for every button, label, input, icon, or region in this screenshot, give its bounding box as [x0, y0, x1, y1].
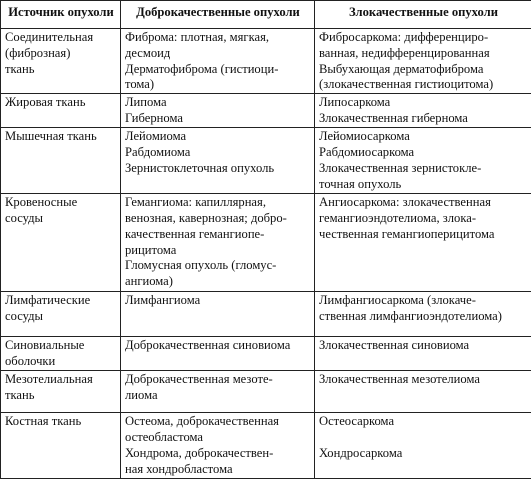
benign-line: Дерматофиброма (гистиоци-	[125, 61, 279, 76]
malignant-cell	[315, 128, 531, 194]
table-row	[1, 371, 531, 413]
header-malignant: Злокачественные опухоли	[315, 1, 531, 29]
source-cell	[1, 94, 121, 128]
source-cell	[1, 128, 121, 194]
table-row	[1, 29, 531, 94]
malignant-line: гемангиоэндотелиома, злока-	[319, 210, 477, 225]
benign-line: лиома	[125, 387, 158, 402]
malignant-cell	[315, 292, 531, 337]
benign-line: Фиброма: плотная, мягкая,	[125, 30, 270, 44]
source-cell	[1, 194, 121, 292]
malignant-line: Остеосаркома	[319, 414, 395, 429]
malignant-line: Злокачественная зернистокле-	[319, 160, 482, 175]
table-row	[1, 337, 531, 371]
benign-cell	[121, 413, 315, 479]
source-line: сосуды	[5, 308, 43, 323]
benign-line: Липома	[125, 95, 167, 110]
source-line: оболочки	[5, 353, 56, 368]
source-line: Костная ткань	[5, 414, 82, 429]
malignant-cell	[315, 337, 531, 371]
malignant-line: Выбухающая дерматофиброма	[319, 61, 484, 76]
source-line: сосуды	[5, 210, 43, 225]
benign-line: венозная, кавернозная; добро-	[125, 210, 287, 225]
malignant-cell	[315, 413, 531, 479]
benign-line: Рабдомиома	[125, 144, 191, 159]
benign-cell	[121, 371, 315, 413]
benign-line: качественная гемангиопе-	[125, 226, 265, 241]
source-line: Мышечная ткань	[5, 129, 97, 144]
benign-line: Хондрома, доброкачествен-	[125, 445, 274, 460]
malignant-cell	[315, 94, 531, 128]
table-row	[1, 292, 531, 337]
header-row	[1, 1, 531, 29]
source-cell	[1, 337, 121, 371]
source-line: ткань	[5, 61, 35, 76]
malignant-line: Лимфангиосаркома (злокаче-	[319, 293, 476, 308]
line-gap	[319, 430, 528, 446]
malignant-line: ванная, недифференцированная	[319, 45, 490, 60]
source-line: (фиброзная)	[5, 45, 71, 60]
source-line: Мезотелиальная	[5, 372, 93, 387]
benign-line: Гибернома	[125, 110, 183, 125]
benign-cell	[121, 94, 315, 128]
source-cell	[1, 371, 121, 413]
malignant-line: Лейомиосаркома	[319, 129, 410, 144]
benign-line: Лимфангиома	[125, 293, 201, 308]
benign-line: Гломусная опухоль (гломус-	[125, 258, 277, 273]
source-line: Лимфатические	[5, 293, 91, 308]
benign-cell	[121, 337, 315, 371]
benign-cell	[121, 128, 315, 194]
benign-line: Гемангиома: капиллярная,	[125, 195, 266, 210]
benign-line: тома)	[125, 77, 155, 92]
table-row	[1, 413, 531, 479]
source-line: Соединительная	[5, 30, 94, 44]
malignant-line: Злокачественная синовиома	[319, 338, 470, 353]
benign-cell	[121, 29, 315, 94]
benign-line: Доброкачественная мезоте-	[125, 372, 273, 387]
malignant-line: Ангиосаркома: злокачественная	[319, 195, 491, 210]
benign-line: рицитома	[125, 242, 177, 257]
malignant-cell	[315, 371, 531, 413]
table-row	[1, 194, 531, 292]
malignant-line: Злокачественная гибернома	[319, 110, 468, 125]
source-cell	[1, 413, 121, 479]
header-source: Источник опухоли	[1, 1, 121, 29]
malignant-line: Фибросаркома: дифференциро-	[319, 30, 489, 44]
benign-line: ная хондробластома	[125, 461, 233, 476]
source-line: Синовиальные	[5, 338, 85, 353]
benign-line: остеобластома	[125, 429, 204, 444]
table-row	[1, 94, 531, 128]
benign-line: Лейомиома	[125, 129, 187, 144]
source-line: Кровеносные	[5, 195, 78, 210]
benign-line: Доброкачественная синовиома	[125, 338, 291, 353]
source-line: Жировая ткань	[5, 95, 86, 110]
malignant-cell	[315, 194, 531, 292]
benign-cell	[121, 194, 315, 292]
benign-line: ангиома)	[125, 274, 173, 289]
benign-line: Остеома, доброкачественная	[125, 414, 279, 429]
malignant-line: точная опухоль	[319, 176, 402, 191]
benign-line: Зернистоклеточная опухоль	[125, 160, 275, 175]
benign-line: десмоид	[125, 45, 171, 60]
malignant-line: Липосаркома	[319, 95, 391, 110]
malignant-cell	[315, 29, 531, 94]
header-benign: Доброкачественные опухоли	[121, 1, 315, 29]
table-row	[1, 128, 531, 194]
malignant-line: Рабдомиосаркома	[319, 144, 415, 159]
malignant-line: чественная гемангиоперицитома	[319, 226, 495, 241]
malignant-line: Хондросаркома	[319, 445, 403, 460]
malignant-line: Злокачественная мезотелиома	[319, 372, 480, 387]
malignant-line: (злокачественная гистиоцитома)	[319, 77, 494, 92]
source-cell	[1, 292, 121, 337]
malignant-line: ственная лимфангиоэндотелиома)	[319, 308, 502, 323]
benign-cell	[121, 292, 315, 337]
source-line: ткань	[5, 387, 35, 402]
source-cell	[1, 29, 121, 94]
